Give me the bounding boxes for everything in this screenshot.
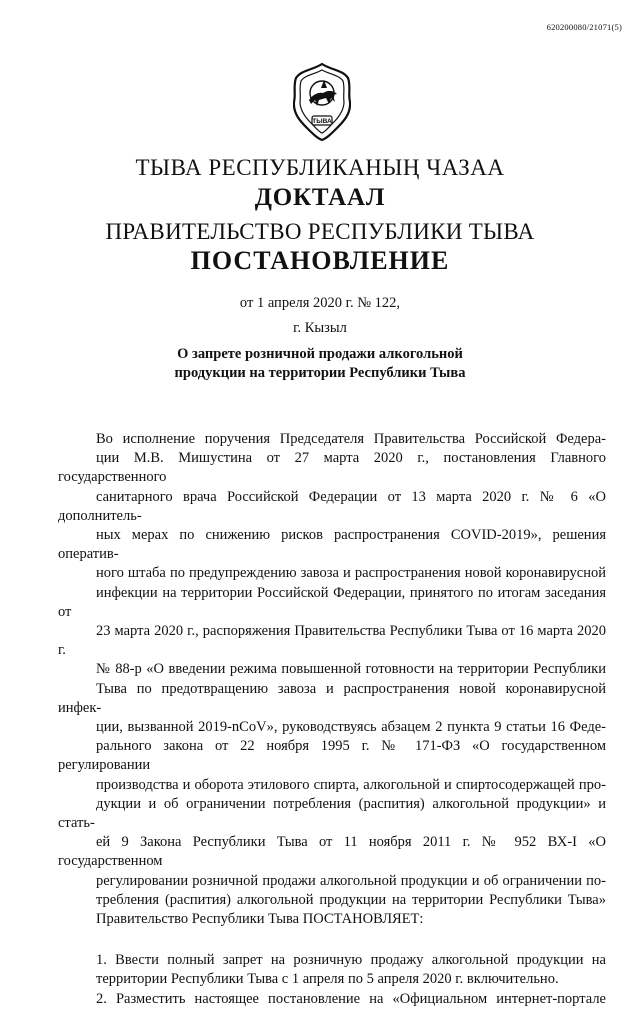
body-text-line: 1. Ввести полный запрет на розничную продажу алкогольной продукции на xyxy=(96,952,606,969)
document-registration-code: 620200080/21071(5) xyxy=(546,22,622,32)
tuva-document-type: ДОКТААЛ xyxy=(254,184,386,211)
body-text-line: 23 марта 2020 г., распоряжения Правительства Республики Тыва от 16 марта 2020 г. xyxy=(58,623,606,659)
body-text-line: регулировании розничной продажи алкогольной продукции и об ограничении по- xyxy=(96,872,606,889)
body-text-line: Во исполнение поручения Председателя Правительства Российской Федера- xyxy=(96,431,606,447)
russian-document-type: ПОСТАНОВЛЕНИЕ xyxy=(190,246,450,275)
intro-paragraph xyxy=(58,430,606,929)
tuva-coat-of-arms-icon xyxy=(293,62,351,142)
body-text-line: ей 9 Закона Республики Тыва от 11 ноября 2011 г. № 952 ВХ-I «О государственном xyxy=(58,834,606,870)
document-city: г. Кызыл xyxy=(293,320,347,336)
item-1-paragraph xyxy=(58,951,606,989)
document-subject xyxy=(0,345,640,383)
body-text-line: 2. Разместить настоящее постановление на «Официальном интернет-портале xyxy=(96,990,606,1007)
russian-government-title: ПРАВИТЕЛЬСТВО РЕСПУБЛИКИ ТЫВА xyxy=(105,219,535,244)
body-text-line: территории Республики Тыва с 1 апреля по 5 апреля 2020 г. включительно. xyxy=(96,971,559,988)
svg-text:ТЫВА: ТЫВА xyxy=(312,118,332,125)
body-text-line: № 88-р «О введении режима повышенной готовности на территории Республики xyxy=(96,661,606,678)
body-text-line: требления (распития) алкогольной продукции на территории Республики Тыва» xyxy=(96,891,606,908)
body-text-line: производства и оборота этилового спирта, алкогольной и спиртосодержащей про- xyxy=(96,776,606,793)
body-text-line: инфекции на территории Российской Федерации, принятого по итогам заседания от xyxy=(58,584,606,620)
subject-line: О запрете розничной продажи алкогольной xyxy=(177,346,463,362)
document-date-number: от 1 апреля 2020 г. № 122, xyxy=(239,295,401,311)
body-text-line: санитарного врача Российской Федерации от 13 марта 2020 г. № 6 «О дополнитель- xyxy=(58,488,606,524)
body-text-line: Тыва по предотвращению завоза и распространения новой коронавирусной инфек- xyxy=(58,680,606,716)
body-text-line: Правительство Республики Тыва ПОСТАНОВЛЯЕТ: xyxy=(96,911,424,928)
subject-line: продукции на территории Республики Тыва xyxy=(174,365,466,381)
tuva-government-title: ТЫВА РЕСПУБЛИКАНЫҢ ЧАЗАА xyxy=(135,155,505,180)
body-text-line: ции, вызванной 2019-nCoV», руководствуясь абзацем 2 пункта 9 статьи 16 Феде- xyxy=(96,719,606,736)
body-text-line: ции М.В. Мишустина от 27 марта 2020 г., постановления Главного государственного xyxy=(58,450,606,486)
document-body xyxy=(58,430,606,1009)
body-text-line: рального закона от 22 ноября 1995 г. № 171-ФЗ «О государственном регулировании xyxy=(58,738,606,774)
body-text-line: ного штаба по предупреждению завоза и распространения новой коронавирусной xyxy=(96,565,606,582)
body-text-line: ных мерах по снижению рисков распространения COVID-2019», решения оператив- xyxy=(58,527,606,563)
item-2-paragraph xyxy=(58,990,606,1009)
body-text-line: дукции и об ограничении потребления (распития) алкогольной продукции» и стать- xyxy=(58,795,606,832)
